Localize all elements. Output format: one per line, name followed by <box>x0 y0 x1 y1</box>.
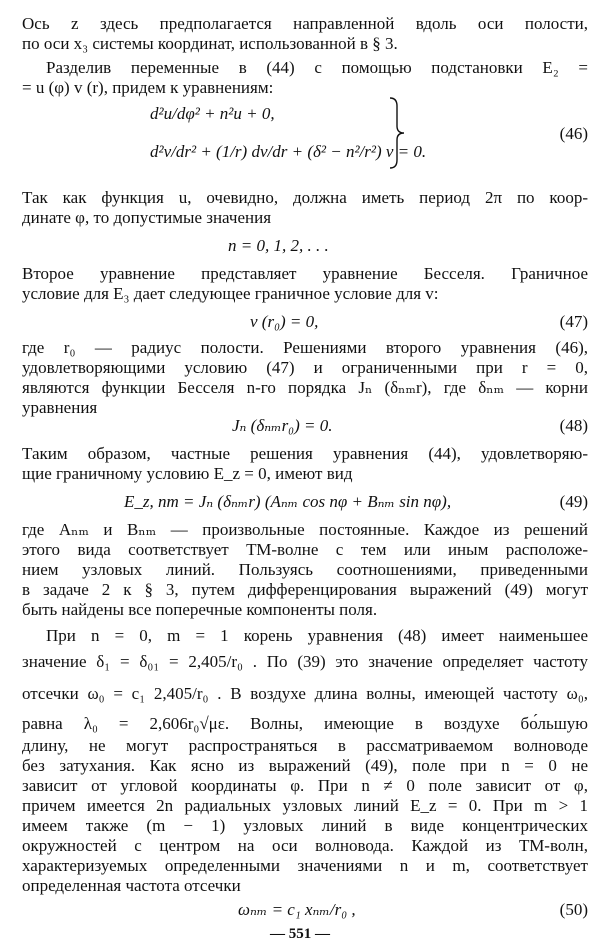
text-line: Ось z здесь предполагается направленной вдоль оси полости, <box>22 14 588 33</box>
text-line: быть найдены все поперечные компоненты поля. <box>22 600 378 619</box>
text-line: щие граничному условию E_z = 0, имеют вид <box>22 464 353 483</box>
text-line: Так как функция u, очевидно, должна иметь период 2π по коор- <box>22 188 588 207</box>
text-line: значение δ₁ = δ₀₁ = 2,405/r₀ . По (39) это значение определяет частоту <box>22 652 588 671</box>
equation-number: (50) <box>559 900 588 919</box>
text-line: где Aₙₘ и Bₙₘ — произвольные постоянные. Каждое из решений <box>22 520 588 539</box>
text-line: по оси x₃ системы координат, использованной в § 3. <box>22 34 398 53</box>
equation-47: v (r₀) = 0, <box>250 312 319 331</box>
text-line: этого вида соответствует ТМ-волне с тем или иным расположе- <box>22 540 588 559</box>
text-line: При n = 0, m = 1 корень уравнения (48) имеет наименьшее <box>46 626 588 645</box>
text-line: определенная частота отсечки <box>22 876 241 895</box>
equation-number: (46) <box>559 124 588 143</box>
text-line: имеем также (m − 1) узловых линий в виде концентрических <box>22 816 588 835</box>
text-line: в задаче 2 к § 3, путем дифференцирования выражений (49) могут <box>22 580 588 599</box>
page-number: — 551 — <box>270 926 330 942</box>
text-line: динате φ, то допустимые значения <box>22 208 272 227</box>
text-line: Таким образом, частные решения уравнения (44), удовлетворяю- <box>22 444 588 463</box>
equation-number: (48) <box>559 416 588 435</box>
text-line: равна λ₀ = 2,606r₀√με. Волны, имеющие в воздухе бо́льшую <box>22 714 588 733</box>
text-line: уравнения <box>22 398 98 417</box>
equation-46b: d²v/dr² + (1/r) dv/dr + (δ² − n²/r²) v = 0. <box>150 142 427 161</box>
text-line: = u (φ) v (r), придем к уравнениям: <box>22 78 274 97</box>
text-line: длину, не могут распространяться в рассматриваемом волноводе <box>22 736 588 755</box>
text-line: зависит от угловой координаты φ. При n ≠ 0 поле зависит от φ, <box>22 776 588 795</box>
text-line: отсечки ω₀ = c₁ 2,405/r₀ . В воздухе длина волны, имеющей частоту ω₀, <box>22 684 588 703</box>
equation-n-values: n = 0, 1, 2, . . . <box>228 236 329 255</box>
equation-48: Jₙ (δₙₘr₀) = 0. <box>232 416 333 435</box>
text-line: нием узловых линий. Пользуясь соотношениями, приведенными <box>22 560 588 579</box>
equation-number: (47) <box>559 312 588 331</box>
text-line: удовлетворяющими условию (47) и ограниченными при r = 0, <box>22 358 588 377</box>
text-line: являются функции Бесселя n-го порядка Jₙ (δₙₘr), где δₙₘ — корни <box>22 378 588 397</box>
text-line: Разделив переменные в (44) с помощью подстановки E₂ = <box>46 58 588 77</box>
text-line: где r₀ — радиус полости. Решениями второго уравнения (46), <box>22 338 588 357</box>
equation-49: E_z, nm = Jₙ (δₙₘr) (Aₙₘ cos nφ + Bₙₘ sin nφ), <box>124 492 452 511</box>
equation-number: (49) <box>559 492 588 511</box>
text-line: без затухания. Как ясно из выражений (49), поле при n = 0 не <box>22 756 588 775</box>
equation-46a: d²u/dφ² + n²u + 0, <box>150 104 275 123</box>
text-line: условие для E₃ дает следующее граничное условие для v: <box>22 284 439 303</box>
text-line: Второе уравнение представляет уравнение Бесселя. Граничное <box>22 264 588 283</box>
brace-icon <box>388 96 406 170</box>
text-line: характеризуемых определенными значениями n и m, соответствует <box>22 856 588 875</box>
text-line: причем имеется 2n радиальных узловых линий E_z = 0. При m > 1 <box>22 796 588 815</box>
equation-50: ωₙₘ = c₁ xₙₘ/r₀ , <box>238 900 356 919</box>
text-line: окружностей с центром на оси волновода. Каждой из ТМ-волн, <box>22 836 588 855</box>
